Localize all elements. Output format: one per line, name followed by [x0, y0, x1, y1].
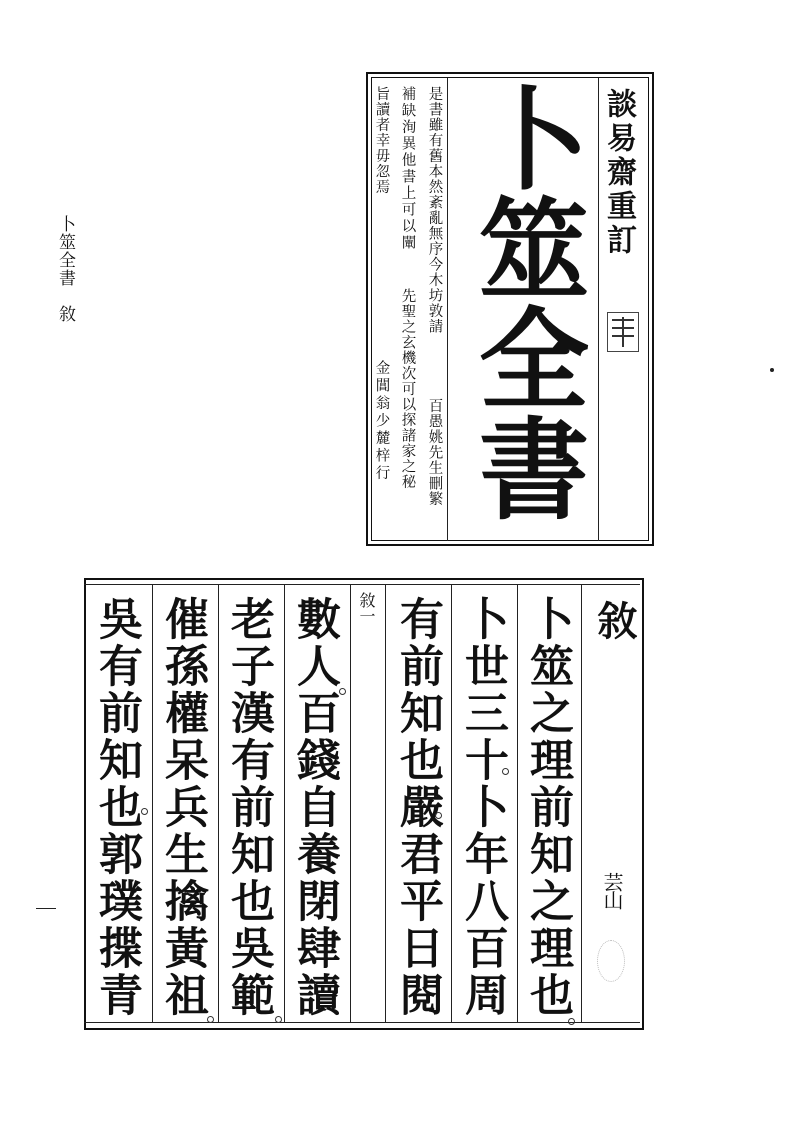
- section-label: 敘: [55, 305, 75, 322]
- title-divider-right: [598, 78, 599, 541]
- preface-margin-note: 敘一: [357, 592, 376, 624]
- margin-tick: [36, 908, 56, 909]
- punct-mark: [568, 1018, 575, 1025]
- preface-col-1: 卜筮之理前知之理也: [522, 596, 573, 1019]
- preface-top-rule: [84, 584, 640, 585]
- blurb-col3: 旨讀者幸毋忽焉: [373, 86, 390, 195]
- preface-rule-2: [517, 585, 518, 1022]
- preface-rule-4: [385, 585, 386, 1022]
- blurb-col1: 是書雖有舊本然紊亂無序今木坊敦請: [426, 86, 443, 334]
- preface-col-4: 數人百錢自養閉肆讀: [289, 596, 340, 1019]
- page-mark: 芸山: [600, 872, 624, 908]
- imprint: 金閶翁少麓梓行: [373, 360, 390, 483]
- punct-mark: [339, 688, 346, 695]
- publisher-note: 談易齋重訂: [601, 88, 636, 258]
- main-title: 卜筮全書: [461, 82, 590, 522]
- faint-mark: [597, 940, 625, 982]
- blurb-col2: 補缺洵異他書上可以闡: [399, 86, 416, 251]
- running-title: 卜筮全書: [55, 215, 75, 287]
- ink-speck: [770, 368, 774, 372]
- punct-mark: [141, 808, 148, 815]
- punct-mark: [207, 1016, 214, 1023]
- preface-col-7: 吳有前知也郭璞揲青: [91, 596, 142, 1019]
- punct-mark: [435, 812, 442, 819]
- preface-rule-8: [152, 585, 153, 1022]
- title-divider-left: [447, 78, 448, 541]
- preface-col-5: 老子漢有前知也吳範: [223, 596, 274, 1019]
- preface-rule-3: [451, 585, 452, 1022]
- punct-mark: [502, 768, 509, 775]
- preface-bottom-rule: [84, 1022, 640, 1023]
- preface-rule-5: [350, 585, 351, 1022]
- preface-heading: 敘: [591, 600, 638, 640]
- publisher-seal: [607, 312, 639, 352]
- preface-col-3: 有前知也嚴君平日閱: [392, 596, 443, 1019]
- preface-rule-1: [581, 585, 582, 1022]
- preface-col-6: 催孫權呆兵生擒黃祖: [157, 596, 208, 1019]
- preface-rule-6: [284, 585, 285, 1022]
- blurb-col1-b: 百愚姚先生刪繁: [426, 398, 443, 507]
- preface-col-2: 卜世三十卜年八百周: [457, 596, 508, 1019]
- punct-mark: [275, 1016, 282, 1023]
- blurb-col2-b: 先聖之玄機次可以探諸家之秘: [399, 288, 416, 490]
- preface-rule-7: [218, 585, 219, 1022]
